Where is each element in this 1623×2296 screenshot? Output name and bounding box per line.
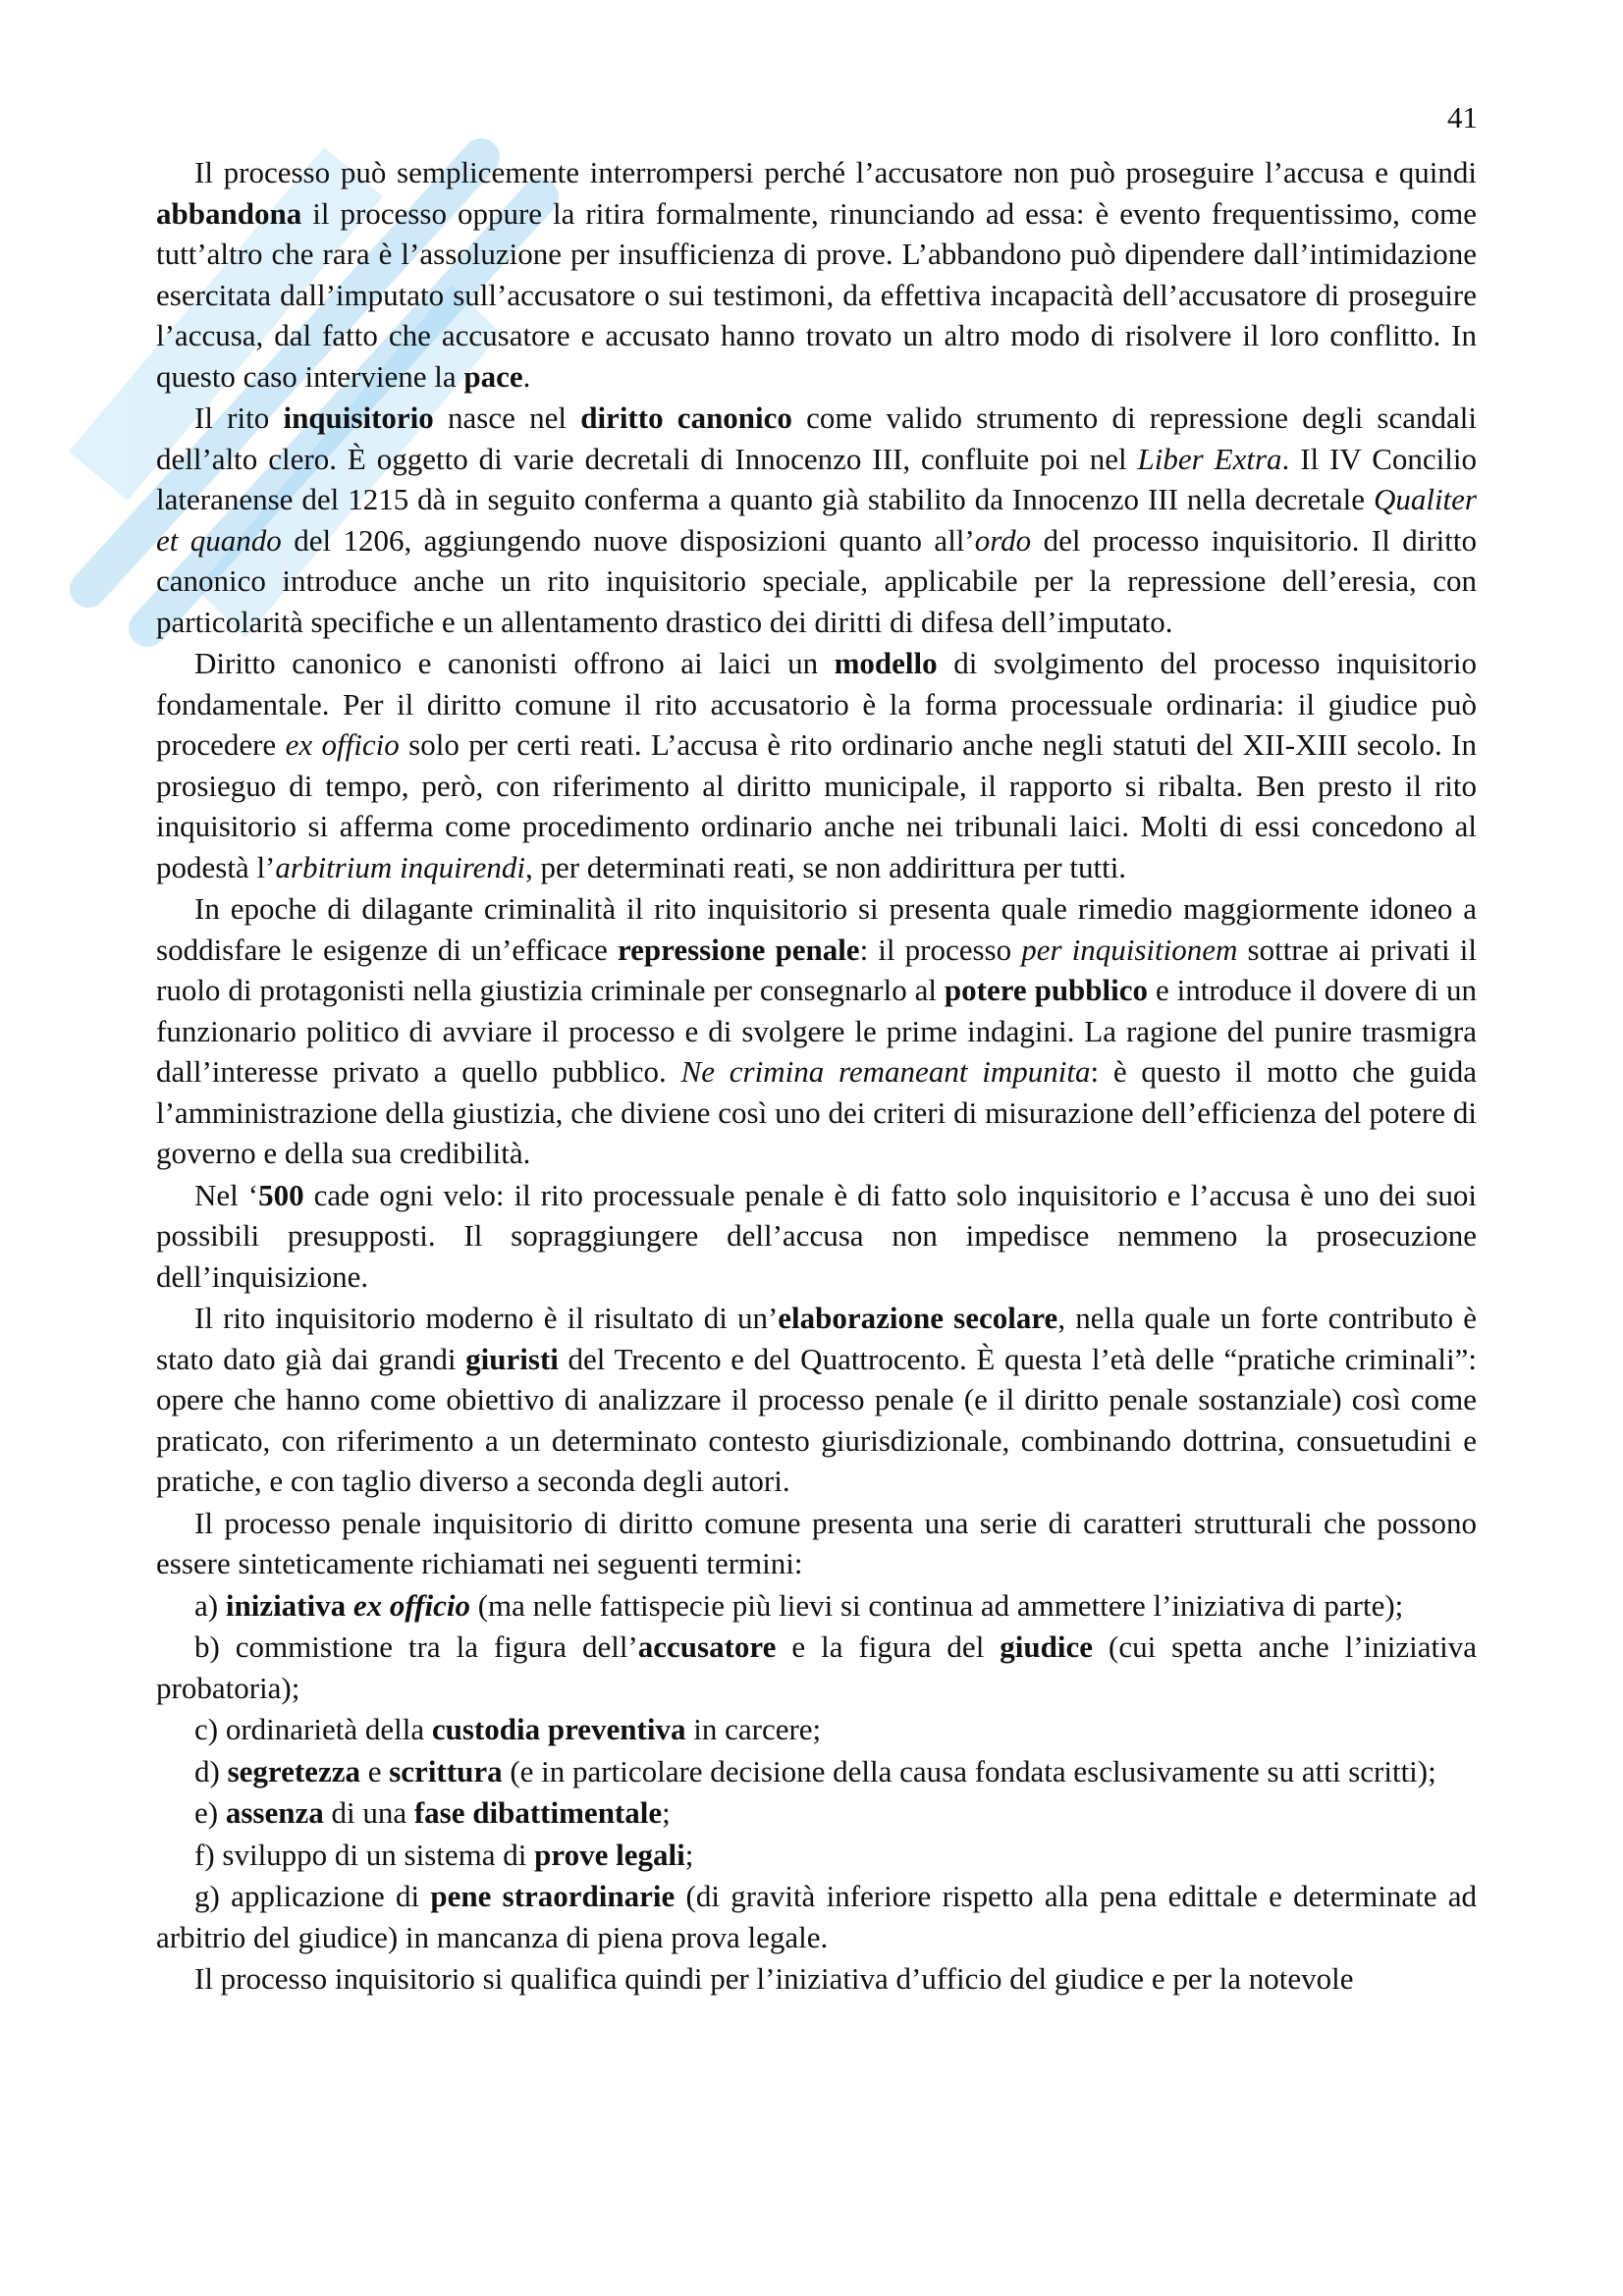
text-segment: ex officio: [285, 727, 400, 762]
text-segment: il processo oppure la ritira formalmente, rinunciando ad essa: è evento frequentissimo, come tutt’altro che rara è l’assoluzione per insufficienza di prove. L’abbandono può dipendere dall’intimidazione esercitata dall’imputato sull’accusatore o sui testimoni, da effettiva incapacità dell’accusatore di proseguire l’accusa, dal fatto che accusatore e accusato hanno trovato un altro modo di risolvere il loro conflitto. In questo caso interviene la: [156, 195, 1477, 394]
text-segment: repressione penale: [617, 932, 860, 967]
text-segment: e): [194, 1795, 226, 1830]
text-segment: ;: [662, 1795, 671, 1830]
text-segment: In epoche di dilagante criminalità il rito inquisitorio si presenta quale rimedio maggiormente idoneo a soddisfare le esigenze di un’efficace: [156, 891, 1477, 967]
text-segment: ;: [684, 1837, 694, 1872]
list-item-f: [156, 1835, 1477, 1876]
text-segment: f) sviluppo di un sistema di: [194, 1837, 535, 1872]
text-segment: Il processo può semplicemente interrompersi perché l’accusatore non può proseguire l’accusa e quindi: [194, 155, 1477, 189]
text-segment: (ma nelle fattispecie più lievi si continua ad ammettere l’iniziativa di parte);: [469, 1587, 1404, 1623]
text-segment: : è questo il motto che guida l’amministrazione della giustizia, che diviene così uno dei criteri di misurazione dell’efficienza del potere di governo e della sua credibilità.: [156, 1054, 1477, 1170]
paragraph-p8: [156, 1958, 1477, 2000]
text-segment: diritto canonico: [580, 400, 792, 435]
text-segment: e: [359, 1753, 390, 1789]
text-segment: .: [522, 358, 531, 394]
text-segment: come valido strumento di repressione degli scandali dell’alto clero. È oggetto di varie decretali di Innocenzo III, confluite poi nel: [156, 400, 1477, 476]
text-segment: (di gravità inferiore rispetto alla pena edittale e determinate ad arbitrio del giudice) in mancanza di piena prova legale.: [156, 1879, 1477, 1954]
text-segment: iniziativa: [225, 1587, 353, 1623]
text-segment: giuristi: [465, 1341, 559, 1376]
text-segment: Ne crimina remaneant impunita: [680, 1054, 1091, 1089]
list-item-g: [156, 1876, 1477, 1957]
paragraph-p7: [156, 1503, 1477, 1584]
text-segment: pace: [463, 358, 523, 394]
text-segment: e la figura del: [776, 1629, 1001, 1664]
text-segment: nasce nel: [433, 400, 581, 435]
text-segment: arbitrium inquirendi: [275, 849, 526, 884]
text-segment: Il rito inquisitorio moderno è il risultato di un’: [194, 1301, 779, 1335]
text-segment: solo per certi reati. L’accusa è rito ordinario anche negli statuti del XII-XIII secolo. In prosieguo di tempo, però, con riferimento al diritto municipale, il rapporto si ribalta. Ben presto il rito inquisitorio si afferma come procedimento ordinario anche nei tribunali laici. Molti di essi concedono al podestà l’: [156, 727, 1478, 884]
page-number: 41: [1447, 100, 1478, 134]
text-segment: per inquisitionem: [1021, 932, 1238, 967]
text-segment: cade ogni velo: il rito processuale penale è di fatto solo inquisitorio e l’accusa è uno dei suoi possibili presupposti. Il sopraggiungere dell’accusa non impedisce nemmeno la prosecuzione dell’inquisizione.: [156, 1177, 1477, 1294]
text-segment: elaborazione secolare: [778, 1301, 1058, 1335]
text-segment: , nella quale un forte contributo è stato dato già dai grandi: [156, 1301, 1477, 1376]
text-segment: d): [194, 1753, 228, 1789]
text-segment: ordo: [974, 522, 1032, 558]
paragraph-p4: [156, 888, 1477, 1174]
text-segment: Nel ‘: [194, 1177, 259, 1212]
paragraph-p5: [156, 1175, 1477, 1298]
text-segment: g) applicazione di: [194, 1879, 431, 1913]
text-segment: , per determinati reati, se non addirittura per tutti.: [525, 849, 1127, 884]
list-item-a: [156, 1585, 1477, 1627]
text-segment: Liber Extra: [1137, 441, 1282, 476]
paragraph-p1: [156, 152, 1477, 397]
list-item-d: [156, 1751, 1477, 1792]
text-segment: modello: [834, 646, 938, 680]
text-segment: abbandona: [156, 195, 302, 231]
text-segment: potere pubblico: [944, 973, 1149, 1007]
text-segment: a): [194, 1587, 226, 1623]
paragraph-p3: [156, 643, 1477, 887]
text-segment: del 1206, aggiungendo nuove disposizioni quanto all’: [281, 522, 975, 558]
text-segment: b) commistione tra la figura dell’: [194, 1629, 638, 1664]
list-item-c: [156, 1709, 1477, 1750]
text-segment: prove legali: [534, 1837, 685, 1872]
text-segment: di svolgimento del processo inquisitorio fondamentale. Per il diritto comune il rito accusatorio è la forma processuale ordinaria: il giudice può procedere: [156, 646, 1477, 762]
text-segment: accusatore: [637, 1629, 777, 1664]
text-segment: e introduce il dovere di un funzionario politico di avviare il processo e di svolgere le prime indagini. La ragione del punire trasmigra dall’interesse privato a quello pubblico.: [156, 973, 1477, 1089]
text-segment: c) ordinarietà della: [194, 1712, 432, 1746]
list-item-e: [156, 1792, 1477, 1834]
text-segment: inquisitorio: [283, 400, 434, 435]
text-segment: fase dibattimentale: [413, 1795, 663, 1830]
text-segment: in carcere;: [685, 1712, 822, 1746]
text-segment: (e in particolare decisione della causa fondata esclusivamente su atti scritti);: [502, 1753, 1436, 1789]
text-segment: custodia preventiva: [431, 1712, 686, 1746]
text-segment: Il processo inquisitorio si qualifica quindi per l’iniziativa d’ufficio del giudice e per la notevole: [194, 1961, 1354, 1996]
text-segment: segretezza: [227, 1753, 360, 1789]
text-segment: . Il IV Concilio lateranense del 1215 dà in seguito conferma a quanto già stabilito da Innocenzo III nella decretale: [156, 441, 1477, 516]
paragraph-p6: [156, 1298, 1477, 1502]
list-item-b: [156, 1627, 1477, 1708]
text-segment: ex officio: [352, 1587, 470, 1623]
text-segment: pene straordinarie: [430, 1879, 676, 1913]
paragraph-p2: [156, 398, 1477, 642]
text-segment: : il processo: [859, 932, 1022, 967]
document-body: [156, 152, 1477, 2001]
text-segment: sottrae ai privati il ruolo di protagonisti nella giustizia criminale per consegnarlo al: [156, 932, 1477, 1007]
text-segment: Il rito: [194, 400, 284, 435]
text-segment: Qualiter et quando: [156, 482, 1477, 558]
text-segment: del Trecento e del Quattrocento. È questa l’età delle “pratiche criminali”: opere che hanno come obiettivo di analizzare il processo penale (e il diritto penale sostanziale) così come praticato, con riferimento a un determinato contesto giurisdizionale, combinando dottrina, consuetudini e pratiche, e con taglio diverso a seconda degli autori.: [156, 1341, 1477, 1498]
text-segment: Il processo penale inquisitorio di diritto comune presenta una serie di caratteri strutturali che possono essere sinteticamente richiamati nei seguenti termini:: [156, 1505, 1477, 1580]
text-segment: di una: [323, 1795, 414, 1830]
text-segment: scrittura: [389, 1753, 503, 1789]
text-segment: (cui spetta anche l’iniziativa probatoria);: [156, 1629, 1478, 1705]
text-segment: giudice: [1000, 1629, 1094, 1664]
text-segment: assenza: [225, 1795, 324, 1830]
text-segment: del processo inquisitorio. Il diritto canonico introduce anche un rito inquisitorio speciale, applicabile per la repressione dell’eresia, con particolarità specifiche e un allentamento drastico dei diritti di difesa dell’imputato.: [156, 522, 1478, 639]
text-segment: Diritto canonico e canonisti offrono ai laici un: [194, 646, 835, 680]
text-segment: 500: [258, 1177, 304, 1212]
